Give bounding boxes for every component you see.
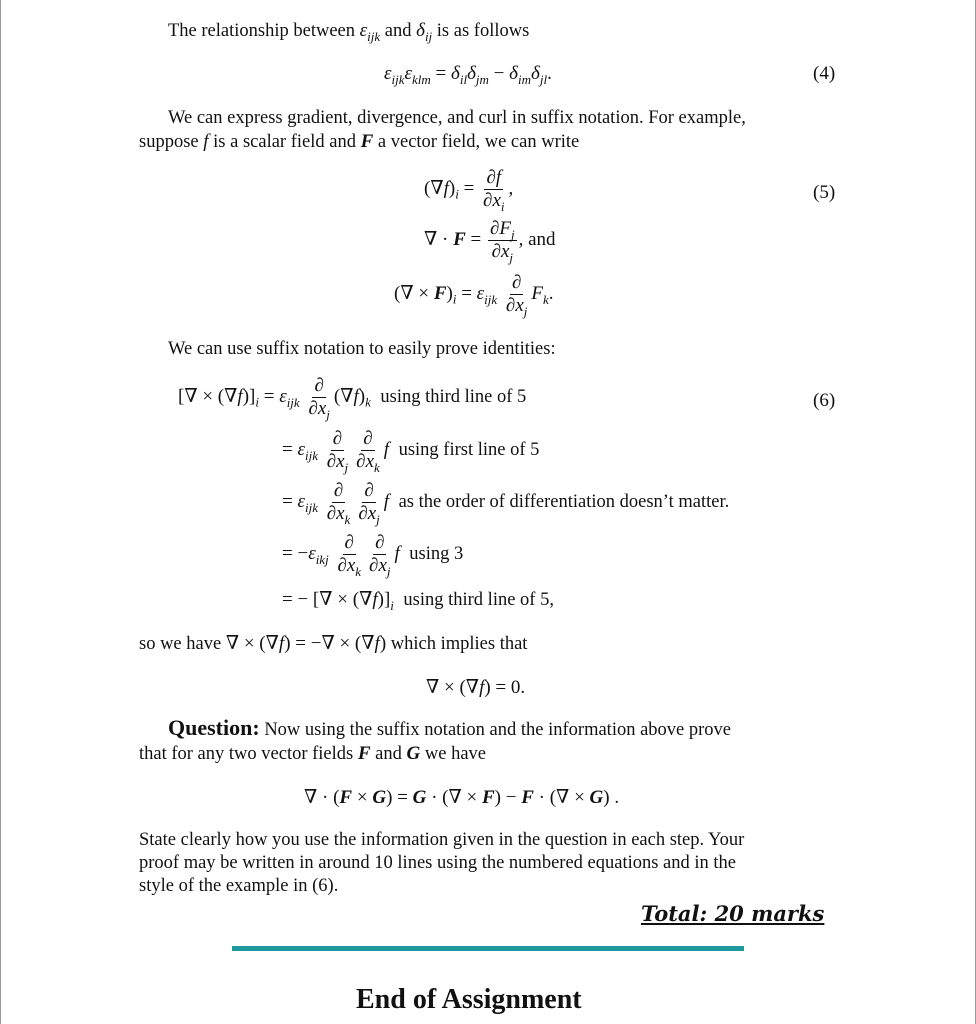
equation-5-divergence: ∇ · F = $\frac{\partial F_j}{\partial x_j}$ , and	[424, 218, 556, 265]
question-line2: that for any two vector fields F and G we have	[139, 743, 486, 764]
equation-5-gradient: $(\nabla f)_i$ = $\frac{\partial f}{\partial x_i}$ ,	[424, 167, 514, 214]
equation-6-line5: = − [∇ × $(\nabla f)]_i$ using third line of 5,	[282, 589, 554, 613]
para2: We can use suffix notation to easily prove identities:	[168, 339, 556, 359]
equation-6-line4: = $-\varepsilon_{ikj}$ $\frac{\partial}{\partial x_k}$ $\frac{\partial}{\partial x_j}$ f using 3	[282, 532, 464, 579]
equation-4: $\varepsilon_{ijk}\varepsilon_{klm} = \delta_{il}\delta_{jm} - \delta_{im}\delta_{jl}$.	[384, 63, 552, 87]
instructions-line3: style of the example in (6).	[139, 876, 339, 896]
equation-6-line2: = $\varepsilon_{ijk}$ $\frac{\partial}{\partial x_j}$ $\frac{\partial}{\partial x_k}$ f using first line of 5	[282, 428, 540, 475]
equation-6-line3: = $\varepsilon_{ijk}$ $\frac{\partial}{\partial x_k}$ $\frac{\partial}{\partial x_j}$ f as the order of differentiation doesn’t matter.	[282, 480, 730, 527]
intro-text-end: is as follows	[436, 21, 530, 41]
intro-line: The relationship between $\varepsilon_{ijk}$ and $\delta_{ij}$ is as follows	[168, 20, 530, 44]
equation-4-label: (4)	[813, 63, 836, 84]
question-heading: Question:	[168, 715, 260, 740]
equation-6-line1: [∇ × $(\nabla f)]_i = \varepsilon_{ijk}$ $\frac{\partial}{\partial x_j}$ $(\nabla f)_k$ using third line of 5	[178, 375, 527, 422]
equation-5-curl: (∇ × $F)_i = \varepsilon_{ijk}$ $\frac{\partial}{\partial x_j}$ $F_k$.	[394, 272, 554, 319]
instructions-line2: proof may be written in around 10 lines using the numbered equations and in the	[139, 853, 737, 873]
intro-text-and: and	[384, 21, 412, 41]
footer-rule	[232, 946, 744, 951]
equation-6-label: (6)	[813, 390, 836, 411]
curl-grad-zero: ∇ × (∇f) = 0.	[426, 677, 526, 698]
question-line1: Question: Now using the suffix notation and the information above prove	[168, 715, 732, 740]
end-of-assignment: End of Assignment	[356, 984, 582, 1015]
para1-line1: We can express gradient, divergence, and curl in suffix notation. For example,	[168, 108, 746, 128]
intro-text: The relationship between	[168, 21, 355, 41]
total-marks: Total: 20 marks	[641, 901, 825, 926]
instructions-line1: State clearly how you use the information given in the question in each step. Your	[139, 830, 745, 850]
conclusion-line: so we have ∇ × (∇f) = −∇ × (∇f) which implies that	[139, 633, 528, 654]
identity-to-prove: ∇ · (F × G) = G · (∇ × F) − F · (∇ × G) .	[304, 787, 620, 808]
para1-line2: suppose f is a scalar field and F a vector field, we can write	[139, 131, 580, 152]
equation-5-label: (5)	[813, 182, 836, 203]
